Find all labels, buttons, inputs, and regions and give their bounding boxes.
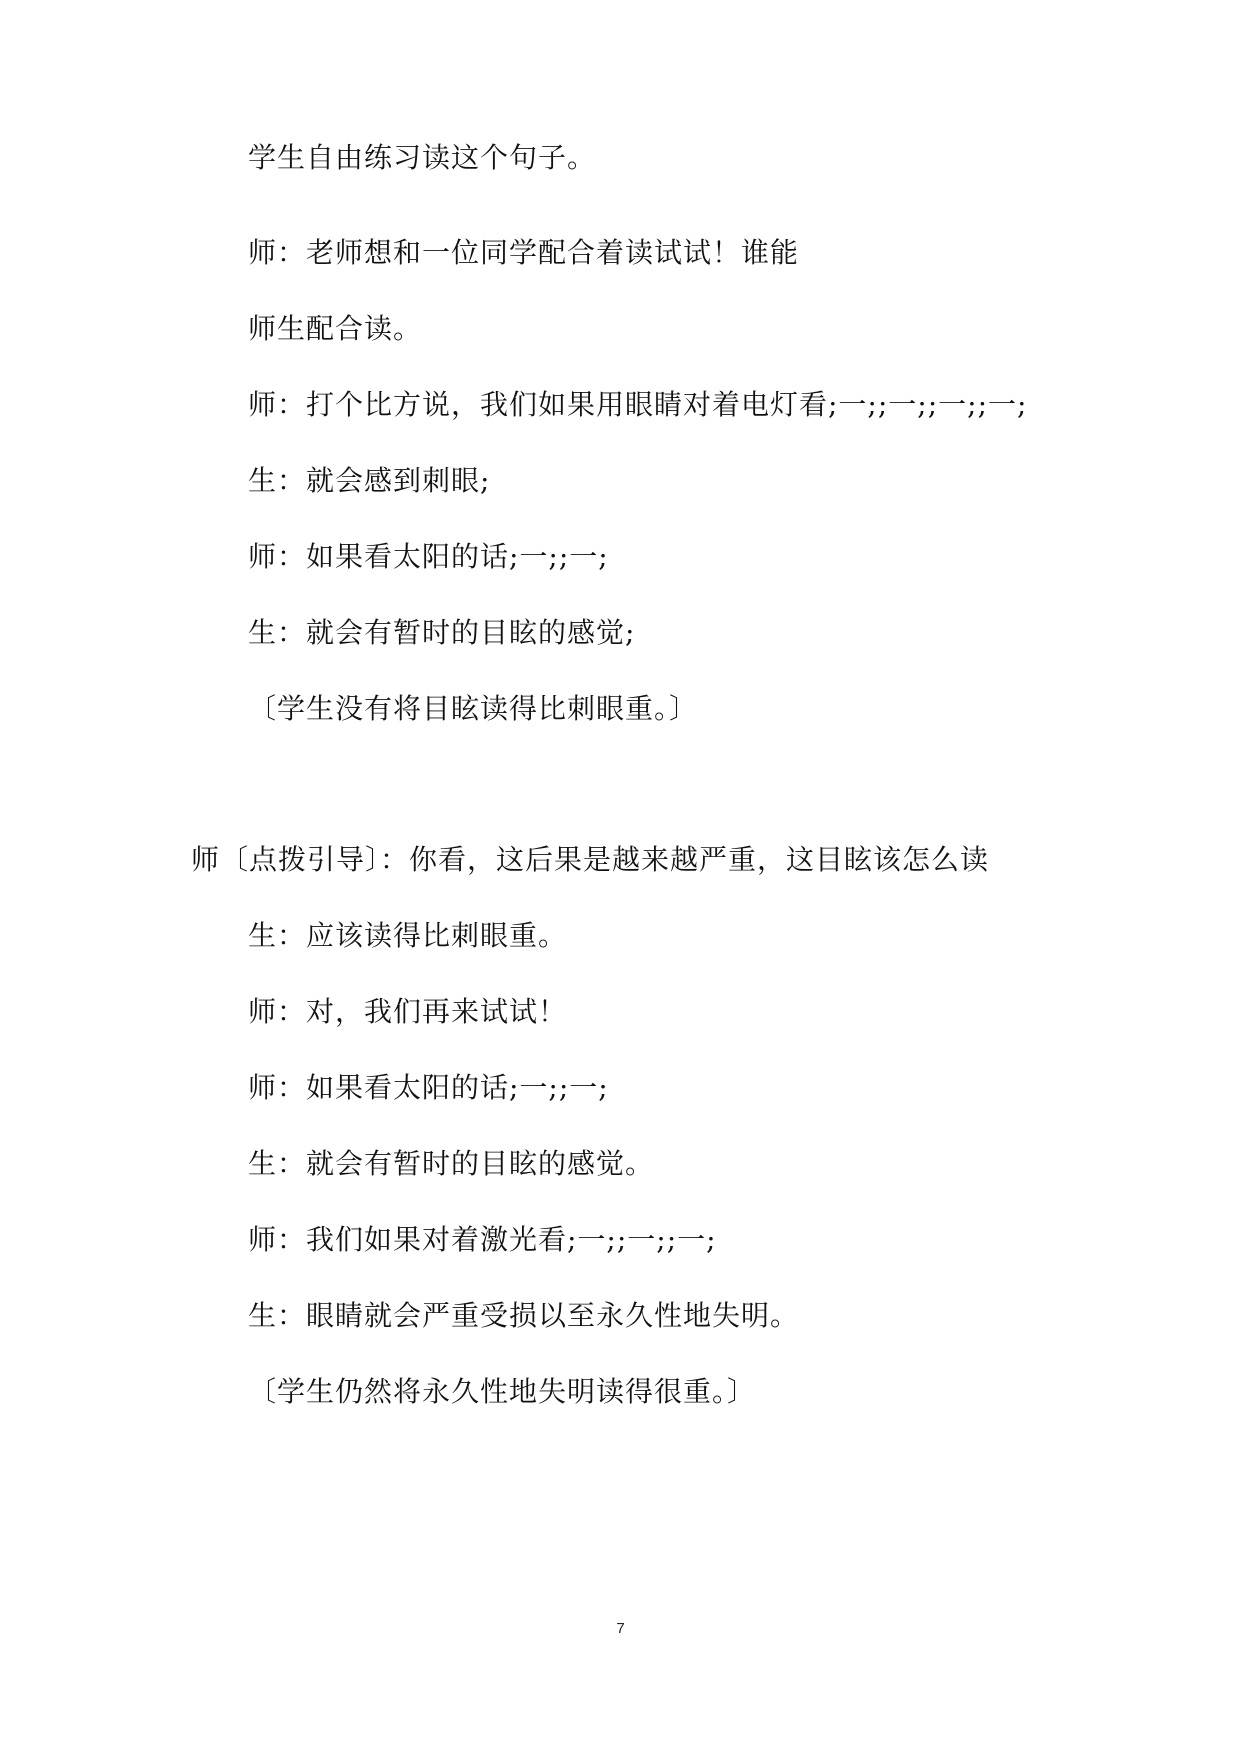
text-line: 生：就会有暂时的目眩的感觉。 bbox=[248, 1147, 655, 1180]
text-line: 生：就会感到刺眼; bbox=[248, 464, 491, 497]
text-line: 师：如果看太阳的话;一;;一; bbox=[248, 1071, 609, 1104]
page-number: 7 bbox=[616, 1620, 625, 1637]
text-line: 师：如果看太阳的话;一;;一; bbox=[248, 540, 609, 573]
text-line: 师生配合读。 bbox=[248, 312, 423, 345]
text-line: 学生自由练习读这个句子。 bbox=[248, 141, 597, 174]
text-line: 师：打个比方说，我们如果用眼睛对着电灯看;一;;一;;一;;一; bbox=[248, 388, 1028, 421]
text-line: 生：应该读得比刺眼重。 bbox=[248, 919, 568, 952]
text-line: 〔学生没有将目眩读得比刺眼重。〕 bbox=[248, 692, 699, 725]
text-line: 师：对，我们再来试试！ bbox=[248, 995, 568, 1028]
text-line: 生：眼睛就会严重受损以至永久性地失明。 bbox=[248, 1299, 800, 1332]
text-line: 师：老师想和一位同学配合着读试试！谁能 bbox=[248, 236, 800, 269]
text-line: 〔学生仍然将永久性地失明读得很重。〕 bbox=[248, 1375, 757, 1408]
text-line: 生：就会有暂时的目眩的感觉; bbox=[248, 616, 636, 649]
text-line: 师：我们如果对着激光看;一;;一;;一; bbox=[248, 1223, 717, 1256]
text-line: 师〔点拨引导〕：你看，这后果是越来越严重，这目眩该怎么读 bbox=[191, 843, 990, 876]
